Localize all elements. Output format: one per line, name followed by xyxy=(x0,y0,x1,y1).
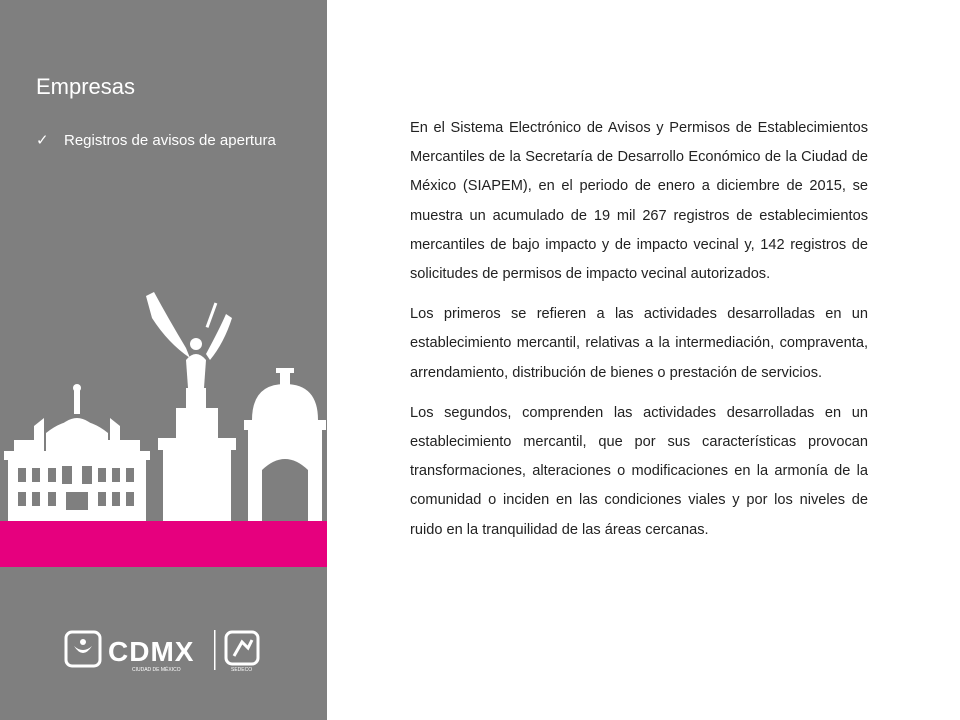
nav-list xyxy=(36,130,296,152)
svg-text:SEDECO: SEDECO xyxy=(231,667,253,673)
main-content xyxy=(410,114,868,556)
svg-text:CIUDAD DE MÉXICO: CIUDAD DE MÉXICO xyxy=(132,667,181,673)
nav-item-registros[interactable] xyxy=(36,130,296,152)
city-skyline-illustration xyxy=(0,288,327,523)
nav-item-label: Registros de avisos de apertura xyxy=(64,132,276,149)
section-title: Empresas xyxy=(36,74,136,99)
sidebar xyxy=(0,0,327,720)
checkmark-icon: ✓ xyxy=(36,132,49,149)
angel-independencia-silhouette xyxy=(146,292,236,523)
paragraph-1: En el Sistema Electrónico de Avisos y Permisos de Establecimientos Mercantiles de la Secretaría de Desarrollo Económico de la Ciudad de México (SIAPEM), en el periodo de enero a diciembre de 2015, se muestra un acumulado de 19 mil 267 registros de establecimientos mercantiles de bajo impacto y de impacto vecinal y, 142 registros de solicitudes de permisos de impacto vecinal autorizados. xyxy=(410,120,868,283)
svg-text:CDMX: CDMX xyxy=(108,636,195,667)
cdmx-logo xyxy=(64,628,264,674)
paragraph-2: Los primeros se refieren a las actividades desarrolladas en un establecimiento mercantil, relativas a la intermediación, compraventa, arrendamiento, distribución de bienes o prestación de servicios. xyxy=(410,306,868,381)
accent-band xyxy=(0,521,327,567)
paragraph-3: Los segundos, comprenden las actividades desarrolladas en un establecimiento mercantil, que por sus características provocan transformaciones, alteraciones o modificaciones en la armonía de la comunidad o inciden en las condiciones viales y por los niveles de ruido en la tranquilidad de las áreas cercanas. xyxy=(410,404,868,538)
